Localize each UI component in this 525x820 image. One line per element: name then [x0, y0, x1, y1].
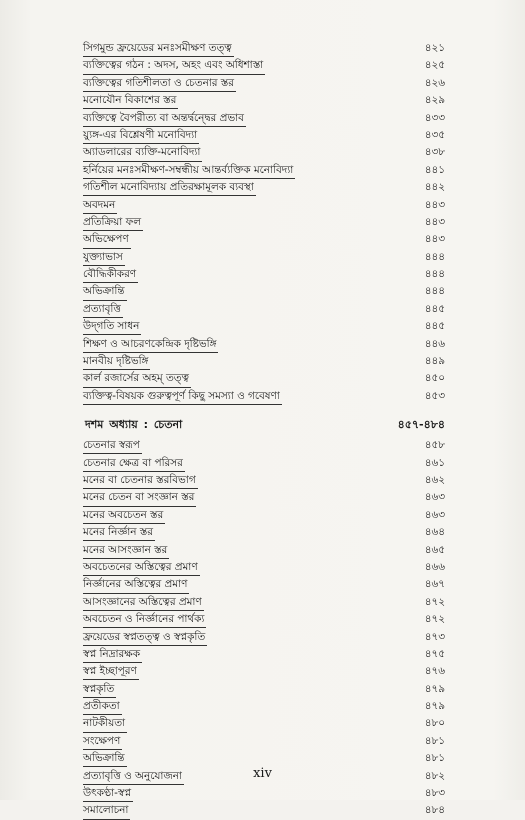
toc-entry-page: ৪৪৯ — [424, 355, 445, 368]
toc-entry — [83, 733, 445, 750]
toc-entry-page: ৪৫৮ — [424, 439, 445, 452]
toc-entry — [83, 110, 445, 127]
toc-entry-page: ৪৮১ — [424, 752, 445, 765]
toc-entry-title: নাটকীয়তা — [83, 715, 127, 732]
toc-entry — [83, 249, 445, 266]
toc-entry-page: ৪৪৫ — [424, 302, 445, 315]
toc-entry-title: মনের বা চেতনার স্তরবিভাগ — [83, 472, 198, 489]
toc-entry-page: ৪৪৩ — [424, 198, 445, 211]
toc-entry-title: প্রত্যাবৃত্তি ও অনুযোজনা — [83, 768, 184, 785]
toc-entry-page: ৪৭৩ — [424, 630, 445, 643]
toc-entry-title: প্রতিক্রিয়া ফল — [83, 214, 143, 231]
toc-entry-page: ৪৭২ — [424, 613, 445, 626]
toc-entry-page: ৪৬৩ — [424, 491, 445, 504]
toc-entry-title: মনের নির্জ্ঞান স্তর — [83, 524, 155, 541]
toc-entry — [83, 40, 445, 57]
toc-entry-page: ৪৭৯ — [424, 682, 445, 695]
toc-entry-title: প্রত্যাবৃত্তি — [83, 301, 123, 318]
toc-entry-page: ৪৮২ — [424, 769, 445, 782]
toc-entry — [83, 559, 445, 576]
toc-entry-title: অবদমন — [83, 197, 117, 214]
toc-entry-title: অবচেতন ও নির্জ্ঞানের পার্থক্য — [83, 611, 206, 628]
toc-entry-page: ৪৬৭ — [424, 578, 445, 591]
toc-entry-page: ৪৫০ — [424, 372, 445, 385]
toc-entry-page: ৪৮০ — [424, 717, 445, 730]
toc-entry-page: ৪৬৪ — [424, 526, 445, 539]
toc-entry — [83, 57, 445, 74]
toc-entry-page: ৪৭২ — [424, 595, 445, 608]
toc-entry — [83, 542, 445, 559]
toc-entry — [83, 524, 445, 541]
toc-entry-page: ৪৪৩ — [424, 215, 445, 228]
toc-entry — [83, 388, 445, 405]
toc-entry — [83, 802, 445, 819]
toc-entry-title: চেতনার ক্ষেত্র বা পরিসর — [83, 455, 185, 472]
toc-entry-title: ব্যক্তিত্বে বৈপরীত্য বা অন্তর্দ্বন্দ্বের প্রভাব — [83, 110, 246, 127]
toc-entry — [83, 370, 445, 387]
toc-entry-page: ৪৩৩ — [424, 111, 445, 124]
toc-entry — [83, 489, 445, 506]
toc-entry — [83, 127, 445, 144]
toc-entry-title: যুক্ত্যাভাস — [83, 249, 125, 266]
toc-entry — [83, 336, 445, 353]
toc-entry-title: মানবীয় দৃষ্টিভঙ্গি — [83, 353, 150, 370]
toc-entry — [83, 455, 445, 472]
toc-entry-page: ৪৭৯ — [424, 700, 445, 713]
toc-entry-page: ৪২৬ — [424, 76, 445, 89]
toc-section-personality — [83, 40, 445, 405]
toc-entry-page: ৪৭৫ — [424, 647, 445, 660]
toc-entry — [83, 318, 445, 335]
toc-entry-title: স্বপ্ন নিদ্রারক্ষক — [83, 646, 142, 663]
toc-entry-title: স্বপ্ন ইচ্ছাপূরণ — [83, 663, 139, 680]
toc-entry-page: ৪৬৬ — [424, 560, 445, 573]
toc-entry-page: ৪৮১ — [424, 734, 445, 747]
toc-entry-page: ৪৬৫ — [424, 543, 445, 556]
toc-entry — [83, 663, 445, 680]
toc-entry — [83, 594, 445, 611]
toc-entry — [83, 162, 445, 179]
toc-entry-title: কার্ল রজার্সের অহম্ তত্ত্ব — [83, 370, 191, 387]
toc-entry — [83, 301, 445, 318]
toc-entry-title: বৌদ্ধিকীকরণ — [83, 266, 138, 283]
toc-entry-page: ৪৪৩ — [424, 233, 445, 246]
toc-entry-page: ৪২৫ — [424, 59, 445, 72]
table-of-contents — [83, 40, 445, 820]
toc-entry-title: ব্যক্তিত্ব-বিষয়ক গুরুত্বপূর্ণ কিছু সমস্যা ও গবেষণা — [83, 388, 282, 405]
toc-entry — [83, 266, 445, 283]
toc-entry-page: ৪৬১ — [424, 456, 445, 469]
toc-entry — [83, 197, 445, 214]
chapter-heading — [83, 407, 445, 437]
toc-entry-page: ৪৩৮ — [424, 146, 445, 159]
toc-entry — [83, 179, 445, 196]
toc-entry-title: চেতনার স্বরূপ — [83, 437, 142, 454]
toc-entry-page: ৪৪৫ — [424, 320, 445, 333]
toc-entry-title: প্রতীকতা — [83, 698, 122, 715]
toc-entry-title: উদ্‌গতি সাধন — [83, 318, 141, 335]
toc-entry-title: উৎকণ্ঠা-স্বপ্ন — [83, 785, 133, 802]
toc-entry-page: ৪৪২ — [424, 181, 445, 194]
toc-entry-page: ৪৪১ — [424, 163, 445, 176]
toc-entry — [83, 472, 445, 489]
toc-entry-title: ব্যক্তিত্বের গতিশীলতা ও চেতনার স্তর — [83, 75, 236, 92]
toc-entry — [83, 214, 445, 231]
toc-entry-page: ৪৪৪ — [424, 268, 445, 281]
toc-entry-title: অভিক্ষেপণ — [83, 231, 131, 248]
toc-entry-page: ৪৪৬ — [424, 337, 445, 350]
toc-entry-page: ৪৬২ — [424, 473, 445, 486]
toc-entry-title: মনের আসংজ্ঞান স্তর — [83, 542, 169, 559]
toc-entry-page: ৪৪৪ — [424, 250, 445, 263]
toc-entry-page: ৪২৯ — [424, 94, 445, 107]
toc-entry — [83, 698, 445, 715]
toc-entry-page: ৪৪৪ — [424, 285, 445, 298]
toc-entry-title: স্বপ্নকৃতি — [83, 681, 116, 698]
toc-entry-page: ৪৮৩ — [424, 787, 445, 800]
toc-entry-title: ফ্রয়েডের স্বপ্নতত্ত্ব ও স্বপ্নকৃতি — [83, 629, 207, 646]
toc-entry-title: মনের চেতন বা সংজ্ঞান স্তর — [83, 489, 196, 506]
chapter-title: দশম অধ্যায় : চেতনা — [85, 418, 183, 432]
toc-entry-title: সমালোচনা — [83, 802, 130, 819]
toc-entry — [83, 231, 445, 248]
toc-entry — [83, 629, 445, 646]
toc-entry-title: মনোযৌন বিকাশের স্তর — [83, 92, 178, 109]
toc-entry-title: অভিক্রান্তি — [83, 283, 127, 300]
toc-entry-page: ৪৮৪ — [424, 804, 445, 817]
toc-entry-title: ব্যক্তিত্বের গঠন : অদস, অহং এবং অধিশাস্তা — [83, 57, 265, 74]
toc-entry-page: ৪৩৫ — [424, 128, 445, 141]
toc-entry — [83, 283, 445, 300]
toc-entry — [83, 353, 445, 370]
toc-entry — [83, 611, 445, 628]
toc-entry — [83, 646, 445, 663]
toc-section-consciousness — [83, 437, 445, 820]
page-number: xiv — [253, 766, 272, 781]
toc-entry-title: গতিশীল মনোবিদ্যায় প্রতিরক্ষামূলক ব্যবস্থা — [83, 179, 256, 196]
toc-entry-page: ৪২১ — [424, 42, 445, 54]
toc-entry-title: য়্যুঙ্গ-এর বিশ্লেষণী মনোবিদ্যা — [83, 127, 199, 144]
toc-entry — [83, 92, 445, 109]
toc-entry-title: শিক্ষণ ও আচরণকেন্দ্রিক দৃষ্টিভঙ্গি — [83, 336, 218, 353]
toc-entry-title: সংক্ষেপণ — [83, 733, 122, 750]
toc-entry — [83, 75, 445, 92]
toc-entry-title: হর্নিয়ের মনঃসমীক্ষণ-সম্বন্ধীয় আন্তর্ব্যক্তিক মনোবিদ্যা — [83, 162, 295, 179]
toc-entry — [83, 507, 445, 524]
toc-entry — [83, 715, 445, 732]
toc-entry-title: সিগমুন্ড ফ্রয়েডের মনঃসমীক্ষণ তত্ত্ব — [83, 40, 234, 57]
toc-entry-title: অভিক্রান্তি — [83, 750, 127, 767]
toc-entry-title: আসংজ্ঞানের অস্তিত্বের প্রমাণ — [83, 594, 204, 611]
chapter-page-range: ৪৫৭-৪৮৪ — [397, 418, 445, 432]
toc-entry-title: মনের অবচেতন স্তর — [83, 507, 165, 524]
toc-entry-title: অ্যাডলারের ব্যক্তি-মনোবিদ্যা — [83, 144, 202, 161]
toc-entry-page: ৪৫৩ — [424, 389, 445, 402]
toc-entry — [83, 681, 445, 698]
toc-entry-title: অবচেতনের অস্তিত্বের প্রমাণ — [83, 559, 200, 576]
toc-entry-page: ৪৭৬ — [424, 665, 445, 678]
toc-entry — [83, 576, 445, 593]
toc-entry-title: নির্জ্ঞানের অস্তিত্বের প্রমাণ — [83, 576, 189, 593]
toc-entry — [83, 437, 445, 454]
toc-entry-page: ৪৬৩ — [424, 508, 445, 521]
toc-entry — [83, 144, 445, 161]
